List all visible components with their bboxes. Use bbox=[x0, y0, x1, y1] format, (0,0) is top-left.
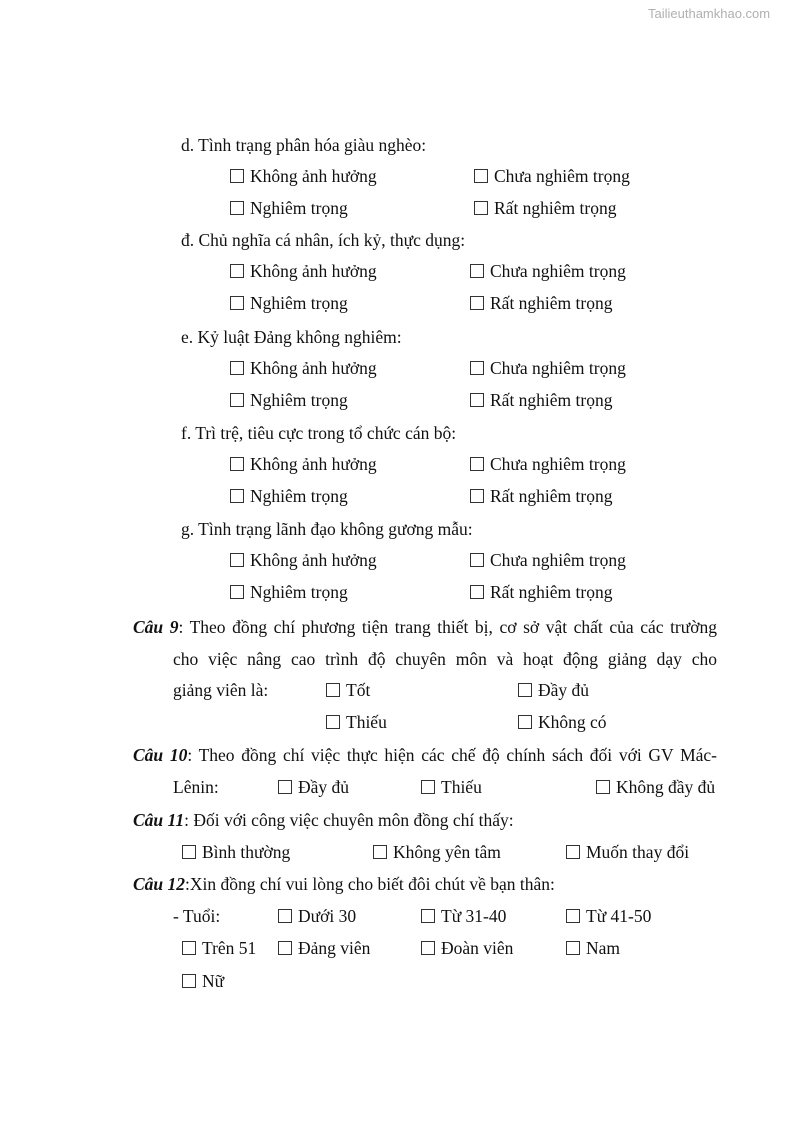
q11-option-khong-yen-tam[interactable] bbox=[373, 842, 501, 862]
option-label: Nghiêm trọng bbox=[250, 198, 348, 218]
q12-line1 bbox=[133, 874, 555, 894]
q12-option-dang-vien[interactable] bbox=[278, 938, 370, 958]
option-label: Đầy đủ bbox=[538, 680, 590, 700]
q10-line2: Lênin: bbox=[173, 777, 219, 797]
watermark: Tailieuthamkhao.com bbox=[648, 6, 771, 21]
q9-line2: cho việc nâng cao trình độ chuyên môn và hoạt động giảng dạy cho bbox=[173, 649, 717, 669]
option-label: Chưa nghiêm trọng bbox=[490, 550, 626, 570]
option-label: Chưa nghiêm trọng bbox=[494, 166, 630, 186]
q12-option-doan-vien[interactable] bbox=[421, 938, 513, 958]
option-label: Nghiêm trọng bbox=[250, 486, 348, 506]
severity-option[interactable] bbox=[230, 486, 348, 506]
q11-number: Câu 11 bbox=[133, 810, 185, 830]
q11-line1 bbox=[133, 810, 514, 830]
severity-option[interactable] bbox=[470, 486, 612, 506]
checkbox-icon[interactable] bbox=[278, 941, 292, 955]
option-label: Đầy đủ bbox=[298, 777, 350, 797]
option-label: Rất nghiêm trọng bbox=[494, 198, 617, 218]
question-item-label: e. Kỷ luật Đảng không nghiêm: bbox=[181, 327, 402, 347]
option-label: Nghiêm trọng bbox=[250, 390, 348, 410]
checkbox-icon[interactable] bbox=[566, 941, 580, 955]
option-label: Nam bbox=[586, 938, 621, 958]
checkbox-icon[interactable] bbox=[230, 296, 244, 310]
q10-line1 bbox=[133, 745, 717, 765]
question-item-label: d. Tình trạng phân hóa giàu nghèo: bbox=[181, 135, 427, 155]
q10-text: : Theo đồng chí việc thực hiện các chế độ chính sách đối với GV Mác- bbox=[187, 745, 717, 765]
checkbox-icon[interactable] bbox=[230, 264, 244, 278]
severity-option[interactable] bbox=[470, 550, 626, 570]
checkbox-icon[interactable] bbox=[596, 780, 610, 794]
q10-option-thieu[interactable] bbox=[421, 777, 482, 797]
severity-option[interactable] bbox=[230, 390, 348, 410]
severity-option[interactable] bbox=[230, 261, 377, 281]
severity-option[interactable] bbox=[470, 358, 626, 378]
checkbox-icon[interactable] bbox=[421, 909, 435, 923]
checkbox-icon[interactable] bbox=[230, 489, 244, 503]
option-label: Không có bbox=[538, 712, 607, 732]
option-label: Bình thường bbox=[202, 842, 291, 862]
q10-option-khong-day-du[interactable] bbox=[596, 777, 715, 797]
severity-option[interactable] bbox=[230, 582, 348, 602]
severity-option[interactable] bbox=[470, 261, 626, 281]
checkbox-icon[interactable] bbox=[566, 845, 580, 859]
option-label: Không yên tâm bbox=[393, 842, 501, 862]
checkbox-icon[interactable] bbox=[278, 909, 292, 923]
checkbox-icon[interactable] bbox=[182, 974, 196, 988]
option-label: Thiếu bbox=[441, 777, 482, 797]
checkbox-icon[interactable] bbox=[470, 393, 484, 407]
option-label: Nữ bbox=[202, 971, 225, 991]
severity-option[interactable] bbox=[230, 198, 348, 218]
checkbox-icon[interactable] bbox=[474, 169, 488, 183]
checkbox-icon[interactable] bbox=[470, 489, 484, 503]
severity-option[interactable] bbox=[230, 293, 348, 313]
checkbox-icon[interactable] bbox=[182, 845, 196, 859]
option-label: Từ 41-50 bbox=[586, 906, 652, 926]
checkbox-icon[interactable] bbox=[326, 715, 340, 729]
checkbox-icon[interactable] bbox=[518, 715, 532, 729]
severity-option[interactable] bbox=[230, 550, 377, 570]
option-label: Chưa nghiêm trọng bbox=[490, 358, 626, 378]
severity-option[interactable] bbox=[470, 390, 612, 410]
q9-option-khong-co[interactable] bbox=[518, 712, 607, 732]
q12-option-tren-51[interactable] bbox=[182, 938, 256, 958]
q9-option-day-du[interactable] bbox=[518, 680, 589, 700]
option-label: Tốt bbox=[346, 680, 371, 700]
option-label: Trên 51 bbox=[202, 938, 257, 958]
checkbox-icon[interactable] bbox=[470, 585, 484, 599]
checkbox-icon[interactable] bbox=[470, 264, 484, 278]
checkbox-icon[interactable] bbox=[230, 169, 244, 183]
checkbox-icon[interactable] bbox=[474, 201, 488, 215]
checkbox-icon[interactable] bbox=[373, 845, 387, 859]
q12-option-31-40[interactable] bbox=[421, 906, 506, 926]
q9-line1 bbox=[133, 617, 717, 637]
q9-number: Câu 9 bbox=[133, 617, 179, 637]
severity-option[interactable] bbox=[470, 293, 612, 313]
option-label: Từ 31-40 bbox=[441, 906, 507, 926]
checkbox-icon[interactable] bbox=[230, 585, 244, 599]
option-label: Nghiêm trọng bbox=[250, 293, 348, 313]
severity-option[interactable] bbox=[474, 198, 616, 218]
q11-text: : Đối với công việc chuyên môn đồng chí thấy: bbox=[184, 810, 514, 830]
severity-option[interactable] bbox=[470, 454, 626, 474]
checkbox-icon[interactable] bbox=[566, 909, 580, 923]
question-item-label: g. Tình trạng lãnh đạo không gương mẫu: bbox=[181, 519, 473, 539]
option-label: Không ảnh hưởng bbox=[250, 454, 377, 474]
q9-text: : Theo đồng chí phương tiện trang thiết bị, cơ sở vật chất của các trường bbox=[178, 617, 718, 637]
checkbox-icon[interactable] bbox=[470, 457, 484, 471]
option-label: Thiếu bbox=[346, 712, 387, 732]
option-label: Dưới 30 bbox=[298, 906, 357, 926]
q12-option-41-50[interactable] bbox=[566, 906, 651, 926]
option-label: Rất nghiêm trọng bbox=[490, 582, 613, 602]
q12-option-duoi-30[interactable] bbox=[278, 906, 356, 926]
checkbox-icon[interactable] bbox=[230, 553, 244, 567]
checkbox-icon[interactable] bbox=[421, 941, 435, 955]
option-label: Không ảnh hưởng bbox=[250, 261, 377, 281]
severity-option[interactable] bbox=[230, 166, 377, 186]
severity-option[interactable] bbox=[474, 166, 630, 186]
option-label: Rất nghiêm trọng bbox=[490, 486, 613, 506]
option-label: Nghiêm trọng bbox=[250, 582, 348, 602]
checkbox-icon[interactable] bbox=[230, 201, 244, 215]
q12-option-nu[interactable] bbox=[182, 971, 224, 991]
option-label: Không đầy đủ bbox=[616, 777, 716, 797]
option-label: Không ảnh hưởng bbox=[250, 550, 377, 570]
checkbox-icon[interactable] bbox=[182, 941, 196, 955]
checkbox-icon[interactable] bbox=[470, 361, 484, 375]
question-item-label: đ. Chủ nghĩa cá nhân, ích kỷ, thực dụng: bbox=[181, 230, 466, 250]
q10-number: Câu 10 bbox=[133, 745, 188, 765]
option-label: Đảng viên bbox=[298, 938, 371, 958]
checkbox-icon[interactable] bbox=[230, 393, 244, 407]
question-item-label: f. Trì trệ, tiêu cực trong tổ chức cán bộ: bbox=[181, 423, 457, 443]
option-label: Không ảnh hưởng bbox=[250, 358, 377, 378]
checkbox-icon[interactable] bbox=[421, 780, 435, 794]
q11-option-binh-thuong[interactable] bbox=[182, 842, 290, 862]
option-label: Chưa nghiêm trọng bbox=[490, 261, 626, 281]
checkbox-icon[interactable] bbox=[326, 683, 340, 697]
q12-option-nam[interactable] bbox=[566, 938, 620, 958]
checkbox-icon[interactable] bbox=[470, 296, 484, 310]
option-label: Chưa nghiêm trọng bbox=[490, 454, 626, 474]
severity-option[interactable] bbox=[230, 454, 377, 474]
option-label: Muốn thay đổi bbox=[586, 842, 690, 862]
checkbox-icon[interactable] bbox=[470, 553, 484, 567]
q11-option-muon-thay-doi[interactable] bbox=[566, 842, 689, 862]
q10-option-day-du[interactable] bbox=[278, 777, 349, 797]
checkbox-icon[interactable] bbox=[518, 683, 532, 697]
q12-text: :Xin đồng chí vui lòng cho biết đôi chút về bạn thân: bbox=[185, 874, 555, 894]
q9-line3: giảng viên là: bbox=[173, 680, 269, 700]
severity-option[interactable] bbox=[230, 358, 377, 378]
option-label: Không ảnh hưởng bbox=[250, 166, 377, 186]
checkbox-icon[interactable] bbox=[278, 780, 292, 794]
option-label: Đoàn viên bbox=[441, 938, 514, 958]
q12-age-label: - Tuổi: bbox=[173, 906, 221, 926]
checkbox-icon[interactable] bbox=[230, 361, 244, 375]
q12-number: Câu 12 bbox=[133, 874, 186, 894]
option-label: Rất nghiêm trọng bbox=[490, 390, 613, 410]
option-label: Rất nghiêm trọng bbox=[490, 293, 613, 313]
q9-option-tot[interactable] bbox=[326, 680, 370, 700]
severity-option[interactable] bbox=[470, 582, 612, 602]
checkbox-icon[interactable] bbox=[230, 457, 244, 471]
q9-option-thieu[interactable] bbox=[326, 712, 387, 732]
